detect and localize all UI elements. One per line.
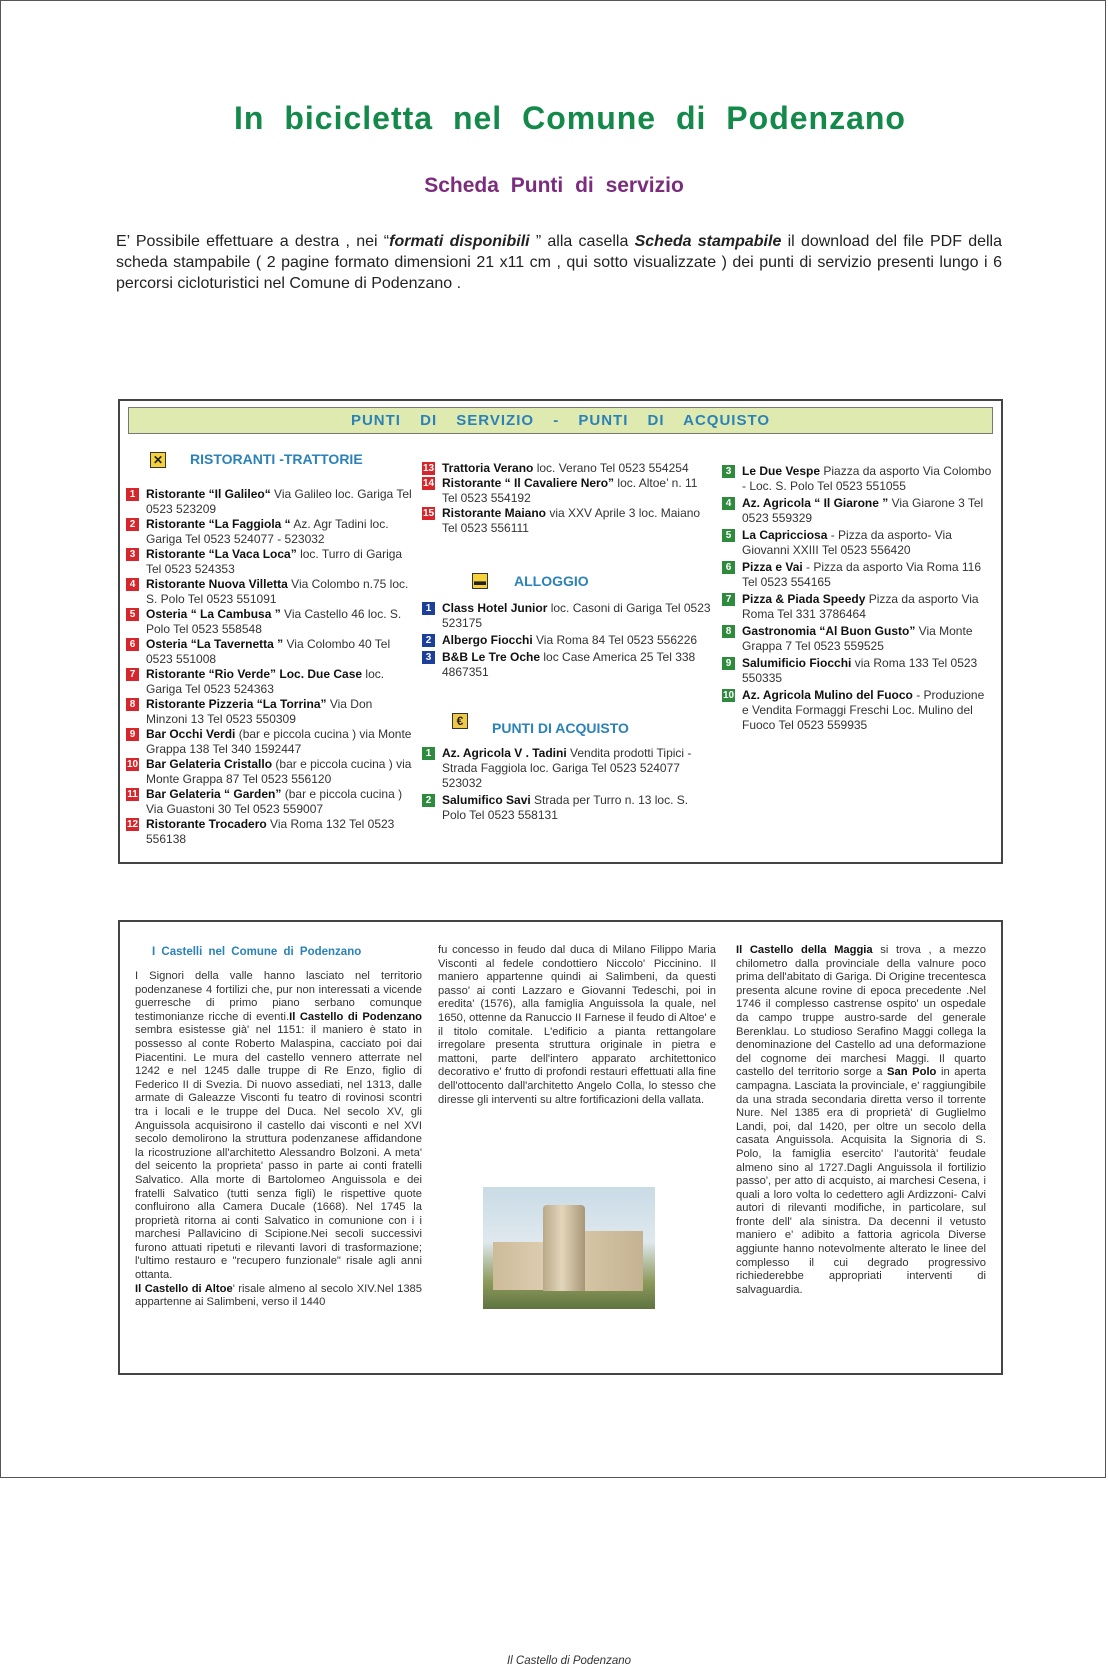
entry-number: 15 (423, 508, 435, 519)
entry-detail: loc. Casoni di Gariga Tel 0523 523175 (442, 601, 711, 630)
castles-card (118, 920, 1003, 1667)
ristoranti-list (126, 487, 412, 847)
entry-name: Ristorante Maiano (442, 506, 547, 520)
entry-number: 3 (722, 465, 735, 478)
entry-name: La Capricciosa (742, 528, 828, 542)
list-item (422, 746, 712, 791)
entry-detail: loc. Altoe’ n. 11 Tel 0523 554192 (442, 476, 698, 505)
castles-heading: I Castelli nel Comune di Podenzano (152, 946, 362, 958)
list-item (722, 528, 992, 558)
photo-caption: Il Castello di Podenzano (506, 1655, 632, 1667)
entry-name: Ristorante “Rio Verde” Loc. Due Case (146, 667, 363, 681)
entry-name: Gastronomia “Al Buon Gusto” (742, 624, 916, 638)
list-item (126, 787, 412, 817)
entry-number: 1 (422, 747, 435, 760)
list-item (722, 624, 992, 654)
entry-detail: Strada per Turro n. 13 loc. S. Polo Tel 0523 558131 (442, 793, 689, 822)
entry-detail: (bar e piccola cucina ) via Monte Grappa 138 Tel 340 1592447 (146, 727, 412, 756)
bed-icon: ▬ (474, 574, 486, 588)
entry-detail: loc Case America 25 Tel 338 4867351 (442, 650, 696, 679)
list-item (126, 547, 412, 577)
entry-number: 8 (722, 625, 735, 638)
entry-name: Ristorante Pizzeria “La Torrina” (146, 697, 327, 711)
list-item (126, 577, 412, 607)
entry-detail: Via Colombo n.75 loc. S. Polo Tel 0523 551091 (146, 577, 409, 606)
entry-detail: Via Roma 84 Tel 0523 556226 (532, 633, 698, 647)
list-item (422, 650, 712, 680)
entry-detail: - Pizza da asporto Via Roma 116 Tel 0523 554165 (742, 560, 982, 589)
entry-number: 7 (722, 593, 735, 606)
castles-text: I Signori della valle hanno lasciato nel territorio podenzanese 4 fortilizi che, pur non interessati a vicende guerresche di primo piano serbano comunque testimonianze ricche di eventi. (135, 970, 422, 1023)
castles-bold: Il Castello di Podenzano (289, 1010, 422, 1023)
castles-bold: Il Castello di Altoe (135, 1282, 233, 1295)
ristoranti-title: RISTORANTI -TRATTORIE (190, 451, 363, 467)
entry-number: 5 (126, 608, 139, 621)
list-item (126, 727, 412, 757)
list-item (722, 656, 992, 686)
entry-number: 5 (722, 529, 735, 542)
entry-number: 1 (422, 602, 435, 615)
entry-name: Ristorante “La Faggiola “ (146, 517, 291, 531)
entry-detail: Az. Agr Tadini loc. Gariga Tel 0523 524077 - 523032 (146, 517, 389, 546)
acquisto-right-list (722, 464, 992, 733)
entry-number: 9 (722, 657, 735, 670)
castles-column-3 (736, 944, 986, 1297)
castles-text: si trova , a mezzo chilometro dalla provinciale della valnure poco prima dell'abitato di Gariga. Di Origine trecentesca presenta alcune rovine di epoca precedente .Nel 1746 il complesso castrense ospito' un ospedale da campo truppe austro-sarde del generale Berenklau. Lo studioso Serafino Maggi collega la denominazione del Castello ad una deformazione del cognome dei marchesi Maggi. Il quarto castello del territorio sorge a (736, 944, 986, 1079)
entry-detail: Via Monte Grappa 7 Tel 0523 559525 (742, 624, 973, 653)
castles-bold: Il Castello della Maggia (736, 944, 873, 956)
shopping-icon: € (452, 713, 468, 729)
alloggio-title: ALLOGGIO (514, 573, 589, 589)
entry-name: Osteria “ La Cambusa ” (146, 607, 281, 621)
entry-detail: via XXV Aprile 3 loc. Maiano Tel 0523 556111 (442, 506, 701, 535)
entry-detail: Via Roma 132 Tel 0523 556138 (146, 817, 395, 846)
entry-number: 6 (722, 561, 735, 574)
entry-number: 11 (127, 789, 138, 800)
entry-number: 3 (126, 548, 139, 561)
list-item (422, 601, 712, 631)
list-item (422, 506, 712, 536)
intro-text-3: il download del file PDF della scheda stampabile ( 2 pagine formato dimensioni 21 x11 cm , qui sotto visualizzate ) dei punti di servizio presenti lungo i 6 percorsi cicloturistici nel Comune di Podenzano . (116, 233, 1003, 292)
entry-detail: loc. Gariga Tel 0523 524363 (146, 667, 385, 696)
castle-wall-left (493, 1242, 545, 1290)
entry-name: Bar Gelateria Cristallo (146, 757, 273, 771)
list-item (126, 487, 412, 517)
entry-name: Le Due Vespe (742, 464, 821, 478)
list-item (126, 607, 412, 637)
entry-name: Ristorante Trocadero (146, 817, 267, 831)
entry-detail: - Produzione e Vendita Formaggi Freschi Loc. Mulino del Fuoco Tel 0523 559935 (742, 688, 985, 732)
entry-detail: Via Giarone 3 Tel 0523 559329 (742, 496, 984, 525)
entry-detail: Vendita prodotti Tipici - Strada Faggiola loc. Gariga Tel 0523 524077 523032 (442, 746, 692, 790)
entry-detail: Via Castello 46 loc. S. Polo Tel 0523 558548 (146, 607, 402, 636)
list-item (722, 688, 992, 733)
entry-name: Bar Gelateria “ Garden” (146, 787, 282, 801)
entry-name: Ristorante “La Vaca Loca” (146, 547, 297, 561)
intro-text-2: ” alla casella (529, 233, 635, 250)
intro-paragraph (116, 231, 1002, 294)
entry-detail: Pizza da asporto Via Roma Tel 331 3786464 (742, 592, 979, 621)
intro-text-1: E’ Possibile effettuare a destra , nei “ (116, 233, 390, 250)
list-item (126, 697, 412, 727)
entry-name: Pizza e Vai (742, 560, 803, 574)
list-item (126, 637, 412, 667)
list-item (722, 592, 992, 622)
services-card (118, 399, 1003, 864)
page-subtitle: Scheda Punti di servizio (424, 174, 684, 197)
entry-name: Ristorante Nuova Villetta (146, 577, 288, 591)
entry-name: Salumifico Savi (442, 793, 531, 807)
entry-number: 4 (722, 497, 735, 510)
cutlery-icon: ✕ (150, 452, 166, 468)
list-item (422, 461, 712, 476)
entry-name: Ristorante “ Il Cavaliere Nero” (442, 476, 615, 490)
entry-detail: Piazza da asporto Via Colombo - Loc. S. Polo Tel 0523 551055 (742, 464, 992, 493)
entry-detail: (bar e piccola cucina ) Via Guastoni 30 Tel 0523 559007 (146, 787, 403, 816)
list-item (126, 757, 412, 787)
castles-text: ' risale almeno al secolo XIV.Nel 1385 appartenne ai Salimbeni, verso il 1440 (135, 1282, 422, 1309)
entry-name: Trattoria Verano (442, 461, 534, 475)
entry-name: Ristorante “Il Galileo“ (146, 487, 271, 501)
castles-text: in aperta campagna. Lasciata la provinciale, e' raggiungibile da una strada secondaria diretta verso il torrente Nure. Nel 1385 era di proprietà' di Guglielmo Landi, poi, dal 1420, per oltre un secolo della casata Anguissola. Acquisita la Signoria di S. Polo, la famiglia esercito' l'autorità' feudale almeno sino al 1727.Dagli Anguissola il fortilizio passo', per atto di acquisto, ai marchesi Cesena, i quali a loro volta lo cedettero agli Ardizzoni- Calvi autori di rilevanti modifiche, in particolare, sul fronte dell' ala sinistra. Da decenni il vetusto maniero e' adibito a fattoria agricola Diverse aggiunte hanno notevolmente alterato le linee del complesso il cui degrado progressivo richiederebbe appropriati interventi di salvaguardia. (736, 1066, 986, 1296)
castles-column-1 (135, 970, 422, 1310)
list-item (722, 464, 992, 494)
castle-tower (543, 1205, 585, 1291)
entry-number: 10 (723, 690, 735, 701)
entry-detail: Via Galileo loc. Gariga Tel 0523 523209 (146, 487, 412, 516)
list-item (126, 517, 412, 547)
acquisto-title: PUNTI DI ACQUISTO (492, 720, 629, 736)
entry-name: Salumificio Fiocchi (742, 656, 852, 670)
list-item (422, 633, 712, 648)
alloggio-list (422, 601, 712, 680)
castles-bold: San Polo (887, 1066, 937, 1079)
trattorie-mid-list (422, 461, 712, 536)
entry-number: 4 (126, 578, 139, 591)
entry-name: Az. Agricola “ Il Giarone ” (742, 496, 889, 510)
entry-detail: loc. Turro di Gariga Tel 0523 524353 (146, 547, 403, 576)
entry-name: Class Hotel Junior (442, 601, 548, 615)
list-item (422, 793, 712, 823)
entry-number: 6 (126, 638, 139, 651)
castles-column-2: fu concesso in feudo dal duca di Milano Filippo Maria Visconti al fedele condottiero Niccolo' Piccinino. Il maniero appartenne quindi ai Salimbeni, da questi passo' ai conti Lazzaro e Giovanni Tedeschi, poi in eredita' (1576), alla famiglia Anguissola la quale, nel 1650, ottenne da Ranuccio II Farnese il feudo di Altoe' e il titolo comitale. L'edificio a pianta rettangolare irregolare presenta struttura originale in pietra e mattoni, parte dell'intero apparato architettonico decorativo e' frutto di profondi restauri effettuati alla fine dell'ottocento dall'architetto Angelo Colla, lo stesso che diresse gli interventi su altre fortificazioni della vallata. (438, 944, 716, 1106)
entry-number: 8 (126, 698, 139, 711)
list-item (422, 476, 712, 506)
page-title: In bicicletta nel Comune di Podenzano (234, 100, 906, 136)
entry-number: 7 (126, 668, 139, 681)
list-item (126, 817, 412, 847)
entry-number: 9 (126, 728, 139, 741)
list-item (126, 667, 412, 697)
castles-text: sembra esistesse già' nel 1151: il maniero è stato in possesso al conte Roberto Malaspina, cacciato poi dai Piacentini. Le mura del castello vennero atterrate nel 1242 e nel 1245 dalle truppe di Re Enzo, figlio di Federico II di Svezia. Di nuovo assediati, nel 1313, dalle armate di Galeazze Visconti fu teatro di rovinosi scontri tra i locali e le truppe del Duca. Nel secolo XV, gli Anguissola acquisirono il castello dai visconti e nel XVI secolo demolirono la struttura podenzanese affidandone la ricostruzione all'architetto Alessandro Bolzoni. A meta' del seicento la proprieta' passo in parte ai conti fratelli Salvatico. Alla morte di Bartolomeo Anguissola e dei fratelli Salvatico (tutti senza figli) le rispettive quote confluirono alla Camera Ducale (1668). Nel 1745 la proprietà ritorna ai conti Salvatico in comunione con i i marchesi Pallavicino di Scipione.Nei secoli successivi furono attuati ripetuti e rilevanti lavori di trasformazione; l'ultimo restauro e "recupero funzionale" risale agli anni ottanta. (135, 1024, 422, 1282)
entry-number: 13 (423, 463, 435, 474)
castle-wall-right (579, 1231, 643, 1291)
acquisto-mid-list (422, 746, 712, 823)
entry-number: 2 (422, 794, 435, 807)
entry-name: B&B Le Tre Oche (442, 650, 541, 664)
entry-number: 10 (127, 759, 139, 770)
entry-number: 3 (422, 651, 435, 664)
entry-name: Bar Occhi Verdi (146, 727, 236, 741)
entry-number: 2 (422, 634, 435, 647)
intro-formati: formati disponibili (389, 233, 530, 250)
intro-scheda: Scheda stampabile (634, 233, 782, 250)
entry-number: 1 (126, 488, 139, 501)
list-item (722, 496, 992, 526)
entry-detail: via Roma 133 Tel 0523 550335 (742, 656, 978, 685)
entry-detail: - Pizza da asporto- Via Giovanni XXIII Tel 0523 556420 (742, 528, 952, 557)
entry-number: 2 (126, 518, 139, 531)
entry-detail: loc. Verano Tel 0523 554254 (533, 461, 689, 475)
entry-number: 12 (127, 819, 139, 830)
entry-number: 14 (423, 478, 435, 489)
services-header: PUNTI DI SERVIZIO - PUNTI DI ACQUISTO (128, 407, 993, 434)
entry-name: Osteria “La Tavernetta ” (146, 637, 284, 651)
entry-detail: Via Don Minzoni 13 Tel 0523 550309 (146, 697, 373, 726)
entry-detail: Via Colombo 40 Tel 0523 551008 (146, 637, 391, 666)
entry-name: Albergo Fiocchi (442, 633, 533, 647)
entry-name: Az. Agricola Mulino del Fuoco (742, 688, 913, 702)
entry-detail: (bar e piccola cucina ) via Monte Grappa 87 Tel 0523 556120 (146, 757, 412, 786)
entry-name: Az. Agricola V . Tadini (442, 746, 567, 760)
entry-name: Pizza & Piada Speedy (742, 592, 866, 606)
list-item (722, 560, 992, 590)
castle-photo (483, 1187, 655, 1309)
